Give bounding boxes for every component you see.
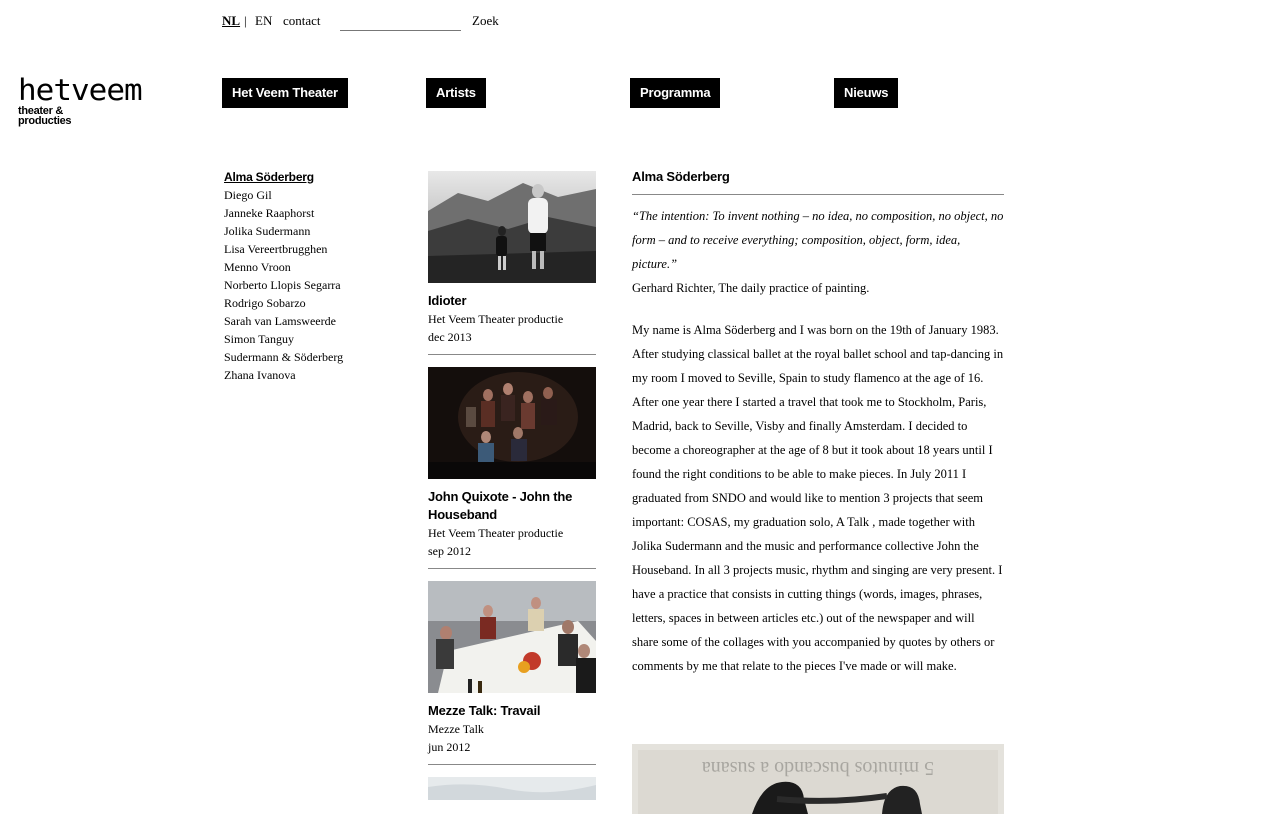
production-subtitle: Het Veem Theater productie [428, 312, 564, 326]
logo-subtitle-line1: theater & [18, 105, 63, 117]
article-body: My name is Alma Söderberg and I was born on the 19th of January 1983. After studying classical ballet at the royal ballet school and tap-dancing in my room I moved to Seville, Spain to study flamenco at the age of 16. After one year there I started a travel that took me to Stockholm, Paris, Madrid, back to Seville, Visby and finally Amsterdam. I decided to become a choreographer at the age of 8 but it took about 18 years until I found the right conditions to be able to make pieces. In July 2011 I graduated from SNDO and would like to mention 3 projects that seem important: COSAS, my graduation solo, A Talk , made together with Jolika Sudermann and the music and performance collective John the Houseband. In all 3 projects music, rhythm and singing are very present. I have a practice that consists in cutting things (words, images, phrases, letters, spaces in between articles etc.) out of the newspaper and will share some of the collages with you accompanied by quotes by others or comments by me that relate to the pieces I've made or will make. [632, 323, 1004, 673]
production-title[interactable]: John Quixote - John the Houseband [428, 489, 573, 522]
artist-item-jolika-sudermann[interactable]: Jolika Sudermann [224, 224, 311, 238]
production-date: jun 2012 [428, 740, 471, 754]
artist-item-rodrigo-sobarzo[interactable]: Rodrigo Sobarzo [224, 296, 306, 310]
artist-item-diego-gil[interactable]: Diego Gil [224, 188, 272, 202]
article-quote: “The intention: To invent nothing – no idea, no composition, no object, no form – and to receive everything; composition, object, form, idea, picture.” [632, 209, 1004, 271]
language-separator: | [244, 13, 247, 28]
artist-item-simon-tanguy[interactable]: Simon Tanguy [224, 332, 294, 346]
production-title[interactable]: Idioter [428, 293, 467, 308]
production-date: sep 2012 [428, 544, 471, 558]
production-date: dec 2013 [428, 330, 472, 344]
collage-caption: 5 minutos buscando a susana [701, 757, 935, 779]
language-en-link[interactable]: EN [255, 13, 273, 28]
artist-item-norberto-llopis-segarra[interactable]: Norberto Llopis Segarra [224, 278, 341, 292]
artist-item-alma-soderberg[interactable]: Alma Söderberg [224, 170, 314, 184]
nav-het-veem-theater[interactable]: Het Veem Theater [222, 78, 348, 108]
site-logo[interactable] [18, 73, 142, 132]
production-image-idioter[interactable] [428, 171, 596, 283]
production-subtitle: Mezze Talk [428, 722, 484, 736]
language-nl-link[interactable]: NL [222, 13, 241, 28]
artist-item-sarah-van-lamsweerde[interactable]: Sarah van Lamsweerde [224, 314, 336, 328]
production-image[interactable] [428, 777, 596, 800]
article-collage-image[interactable] [632, 744, 1004, 814]
contact-link[interactable]: contact [283, 13, 321, 28]
divider [428, 354, 596, 355]
production-title[interactable]: Mezze Talk: Travail [428, 703, 541, 718]
search-input[interactable] [340, 13, 461, 31]
artist-article [632, 168, 1004, 678]
production-image-mezze-talk[interactable] [428, 581, 596, 693]
production-image-john-quixote[interactable] [428, 367, 596, 479]
logo-wordmark: hetveem [18, 73, 142, 108]
production-card [428, 581, 596, 756]
search-button[interactable]: Zoek [472, 13, 499, 28]
divider [632, 194, 1004, 195]
artist-item-sudermann-soderberg[interactable]: Sudermann & Söderberg [224, 350, 344, 364]
artist-item-janneke-raaphorst[interactable]: Janneke Raaphorst [224, 206, 315, 220]
divider [428, 764, 596, 765]
artist-item-lisa-vereertbrugghen[interactable]: Lisa Vereertbrugghen [224, 242, 328, 256]
nav-programma[interactable]: Programma [630, 78, 720, 108]
quote-attribution: Gerhard Richter, The daily practice of painting. [632, 281, 870, 295]
artist-item-zhana-ivanova[interactable]: Zhana Ivanova [224, 368, 296, 382]
nav-artists[interactable]: Artists [426, 78, 486, 108]
production-subtitle: Het Veem Theater productie [428, 526, 564, 540]
production-card [428, 171, 596, 346]
divider [428, 568, 596, 569]
logo-subtitle-line2: producties [18, 115, 72, 127]
article-title: Alma Söderberg [632, 169, 730, 184]
artist-list [224, 168, 343, 384]
artist-item-menno-vroon[interactable]: Menno Vroon [224, 260, 291, 274]
production-card [428, 367, 596, 560]
nav-nieuws[interactable]: Nieuws [834, 78, 898, 108]
